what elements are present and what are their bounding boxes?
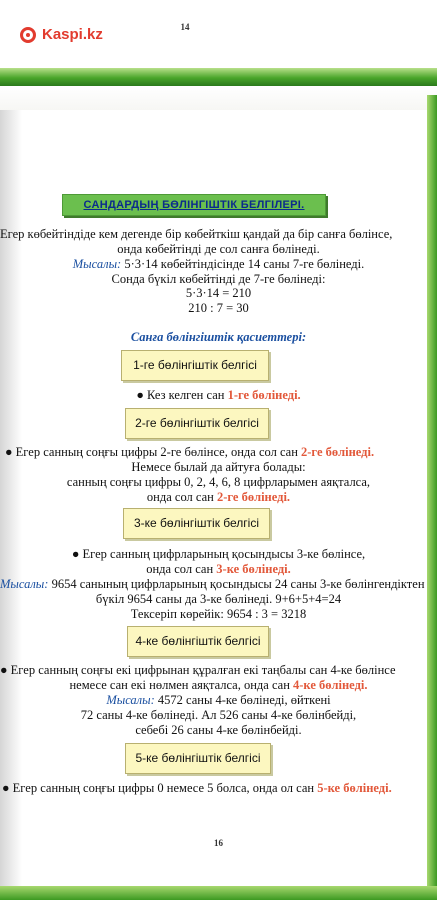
formula-1: 5·3·14 = 210 <box>185 286 252 300</box>
intro-line-2: онда көбейтінді де сол санға бөлінеді. <box>117 242 320 256</box>
rule2-line-4 <box>0 490 437 505</box>
rule1-box: 1-ге бөлінгіштік белгісі <box>121 350 269 381</box>
rule1-main: ● Кез келген сан <box>136 388 228 402</box>
rule5-line-1 <box>2 781 392 796</box>
example-text: 5·3·14 көбейтіндісінде 14 саны 7-ге бөлінеді. <box>124 257 365 271</box>
rule4-line-3 <box>0 693 437 708</box>
rule3-l3: 9654 санының цифрларының қосындысы 24 саны 3-ке бөлінгендіктен <box>48 577 425 591</box>
rule2-line-3: санның соңғы цифры 0, 2, 4, 6, 8 цифрларымен аяқталса, <box>66 475 371 489</box>
rule3-example-label: Мысалы: <box>0 577 49 591</box>
rule3-line-3 <box>0 577 425 592</box>
rule3-line-1: ● Егер санның цифрларының қосындысы 3-ке бөлінсе, <box>71 547 366 561</box>
rule3-line-4: бүкіл 9654 саны да 3-ке бөлінеді. 9+6+5+4=24 <box>95 592 342 606</box>
intro-line-1: Егер көбейтіндіде кем дегенде бір көбейткіш қандай да бір санға бөлінсе, <box>0 227 393 241</box>
properties-title: Санға бөлінгіштік қасиеттері: <box>130 330 307 344</box>
rule4-line-1: ● Егер санның соңғы екі цифрынан құралған екі таңбалы сан 4-ке бөлінсе <box>0 663 396 677</box>
kaspi-logo-icon <box>20 27 36 43</box>
rule2-l1-hl: 2-ге бөлінеді. <box>301 445 375 459</box>
rule4-example-label: Мысалы: <box>106 693 155 707</box>
green-band-bottom <box>0 886 437 900</box>
page-top-number: 14 <box>180 22 190 32</box>
intro-example <box>0 257 437 272</box>
rule2-line-1 <box>5 445 374 460</box>
rule4-l2-hl: 4-ке бөлінеді. <box>293 678 368 692</box>
rule2-l4-hl: 2-ге бөлінеді. <box>216 490 291 504</box>
kaspi-watermark <box>20 26 103 43</box>
green-band-top <box>0 68 437 86</box>
rule2-line-2: Немесе былай да айтуға болады: <box>131 460 306 474</box>
rule3-box: 3-ке бөлінгіштік белгісі <box>123 508 270 539</box>
rule3-line-2 <box>0 562 437 577</box>
rule1-text <box>0 388 437 403</box>
rule3-l2: онда сол сан <box>146 562 217 576</box>
rule5-box: 5-ке бөлінгіштік белгісі <box>125 743 271 774</box>
rule4-l2: немесе сан екі нөлмен аяқталса, онда сан <box>69 678 294 692</box>
rule5-l1-hl: 5-ке бөлінеді. <box>317 781 392 795</box>
rule2-box: 2-ге бөлінгіштік белгісі <box>125 408 269 439</box>
intro-line-4: Сонда бүкіл көбейтінді де 7-ге бөлінеді: <box>111 272 326 286</box>
rule5-l1: ● Егер санның соңғы цифры 0 немесе 5 болса, онда ол сан <box>2 781 318 795</box>
rule3-line-5: Тексеріп көрейік: 9654 : 3 = 3218 <box>130 607 307 621</box>
page-bottom-number: 16 <box>214 838 223 848</box>
rule4-line-2 <box>0 678 437 693</box>
rule2-l4: онда сол сан <box>146 490 217 504</box>
page-edge <box>0 86 437 110</box>
rule2-l1: ● Егер санның соңғы цифры 2-ге бөлінсе, онда сол сан <box>5 445 302 459</box>
rule4-l3: 4572 саны 4-ке бөлінеді, өйткені <box>154 693 331 707</box>
rule1-highlight: 1-ге бөлінеді. <box>227 388 301 402</box>
section-heading: САНДАРДЫҢ БӨЛІНГІШТІК БЕЛГІЛЕРІ. <box>62 194 326 216</box>
rule4-line-4: 72 саны 4-ке бөлінеді. Ал 526 саны 4-ке бөлінбейді, <box>80 708 357 722</box>
watermark-brand: Kaspi.kz <box>42 26 103 43</box>
rule4-box: 4-ке бөлінгіштік белгісі <box>127 626 269 657</box>
example-label: Мысалы: <box>72 257 122 271</box>
formula-2: 210 : 7 = 30 <box>188 301 249 315</box>
rule4-line-5: себебі 26 саны 4-ке бөлінбейді. <box>135 723 302 737</box>
rule3-l2-hl: 3-ке бөлінеді. <box>216 562 291 576</box>
